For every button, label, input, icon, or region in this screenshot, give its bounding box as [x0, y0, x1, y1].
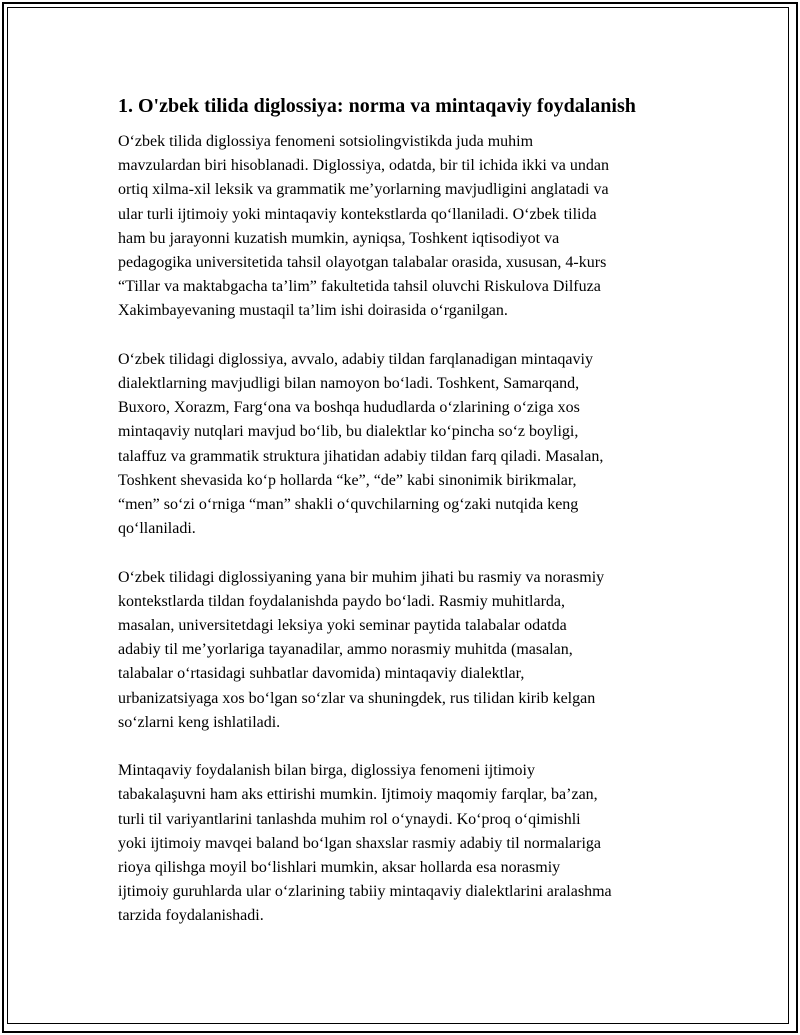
paragraph-line: qo‘llaniladi.: [118, 520, 196, 538]
paragraph-line: O‘zbek tilidagi diglossiyaning yana bir muhim jihati bu rasmiy va norasmiy: [118, 568, 605, 586]
paragraph-line: pedagogika universitetida tahsil olayotgan talabalar orasida, xususan, 4-kurs: [118, 254, 607, 272]
paragraph-line: “Tillar va maktabgacha ta’lim” fakultetida tahsil oluvchi Riskulova Dilfuza: [118, 278, 601, 296]
paragraph-line: Toshkent shevasida ko‘p hollarda “ke”, “de” kabi sinonimik birikmalar,: [118, 471, 577, 489]
paragraph-2: [118, 348, 698, 542]
paragraph-line: dialektlarning mavjudligi bilan namoyon bo‘ladi. Toshkent, Samarqand,: [118, 375, 580, 393]
document-title: 1. O'zbek tilida diglossiya: norma va mintaqaviy foydalanish: [118, 95, 636, 117]
paragraph-line: urbanizatsiyaga xos bo‘lgan so‘zlar va shuningdek, rus tilidan kirib kelgan: [118, 689, 596, 707]
paragraph-line: yoki ijtimoiy mavqei baland bo‘lgan shaxslar rasmiy adabiy til normalariga: [118, 834, 601, 852]
paragraph-line: O‘zbek tilidagi diglossiya, avvalo, adabiy tildan farqlanadigan mintaqaviy: [118, 350, 593, 368]
paragraph-line: Mintaqaviy foydalanish bilan birga, diglossiya fenomeni ijtimoiy: [118, 762, 535, 780]
paragraph-line: tabakalaşuvni ham aks ettirishi mumkin. Ijtimoiy maqomiy farqlar, ba’zan,: [118, 786, 598, 804]
paragraph-line: Buxoro, Xorazm, Farg‘ona va boshqa hududlarda o‘zlarining o‘ziga xos: [118, 399, 580, 417]
paragraph-3: [118, 566, 698, 735]
paragraph-line: talabalar o‘rtasidagi suhbatlar davomida) mintaqaviy dialektlar,: [118, 665, 525, 683]
paragraph-line: ijtimoiy guruhlarda ular o‘zlarining tabiiy mintaqaviy dialektlarini aralashma: [118, 883, 612, 901]
paragraph-line: O‘zbek tilida diglossiya fenomeni sotsiolingvistikda juda muhim: [118, 133, 534, 150]
paragraph-line: “men” so‘zi o‘rniga “man” shakli o‘quvchilarning og‘zaki nutqida keng: [118, 496, 579, 514]
paragraph-line: Xakimbayevaning mustaqil ta’lim ishi doirasida o‘rganilgan.: [118, 302, 508, 320]
paragraph-line: mavzulardan biri hisoblanadi. Diglossiya, odatda, bir til ichida ikki va undan: [118, 157, 609, 175]
paragraph-line: ortiq xilma-xil leksik va grammatik me’yorlarning mavjudligini anglatadi va: [118, 181, 609, 199]
paragraph-line: tarzida foydalanishadi.: [118, 907, 264, 925]
paragraph-line: ham bu jarayonni kuzatish mumkin, ayniqsa, Toshkent iqtisodiyot va: [118, 229, 560, 247]
paragraph-line: kontekstlarda tildan foydalanishda paydo bo‘ladi. Rasmiy muhitlarda,: [118, 592, 566, 610]
document-body: [118, 92, 698, 953]
paragraph-line: adabiy til me’yorlariga tayanadilar, ammo norasmiy muhitda (masalan,: [118, 641, 573, 659]
paragraph-line: masalan, universitetdagi leksiya yoki seminar paytida talabalar odatda: [118, 617, 567, 635]
paragraph-line: mintaqaviy nutqlari mavjud bo‘lib, bu dialektlar ko‘pincha so‘z boyligi,: [118, 423, 579, 441]
paragraph-1: [118, 130, 698, 324]
paragraph-line: talaffuz va grammatik struktura jihatidan adabiy tildan farq qiladi. Masalan,: [118, 447, 604, 465]
paragraph-line: rioya qilishga moyil bo‘lishlari mumkin, aksar hollarda esa norasmiy: [118, 859, 561, 877]
paragraph-line: so‘zlarni keng ishlatiladi.: [118, 713, 281, 731]
paragraph-4: [118, 759, 698, 928]
paragraph-line: ular turli ijtimoiy yoki mintaqaviy kontekstlarda qo‘llaniladi. O‘zbek tilida: [118, 205, 597, 223]
paragraph-line: turli til variyantlarini tanlashda muhim rol o‘ynaydi. Ko‘proq o‘qimishli: [118, 810, 581, 828]
